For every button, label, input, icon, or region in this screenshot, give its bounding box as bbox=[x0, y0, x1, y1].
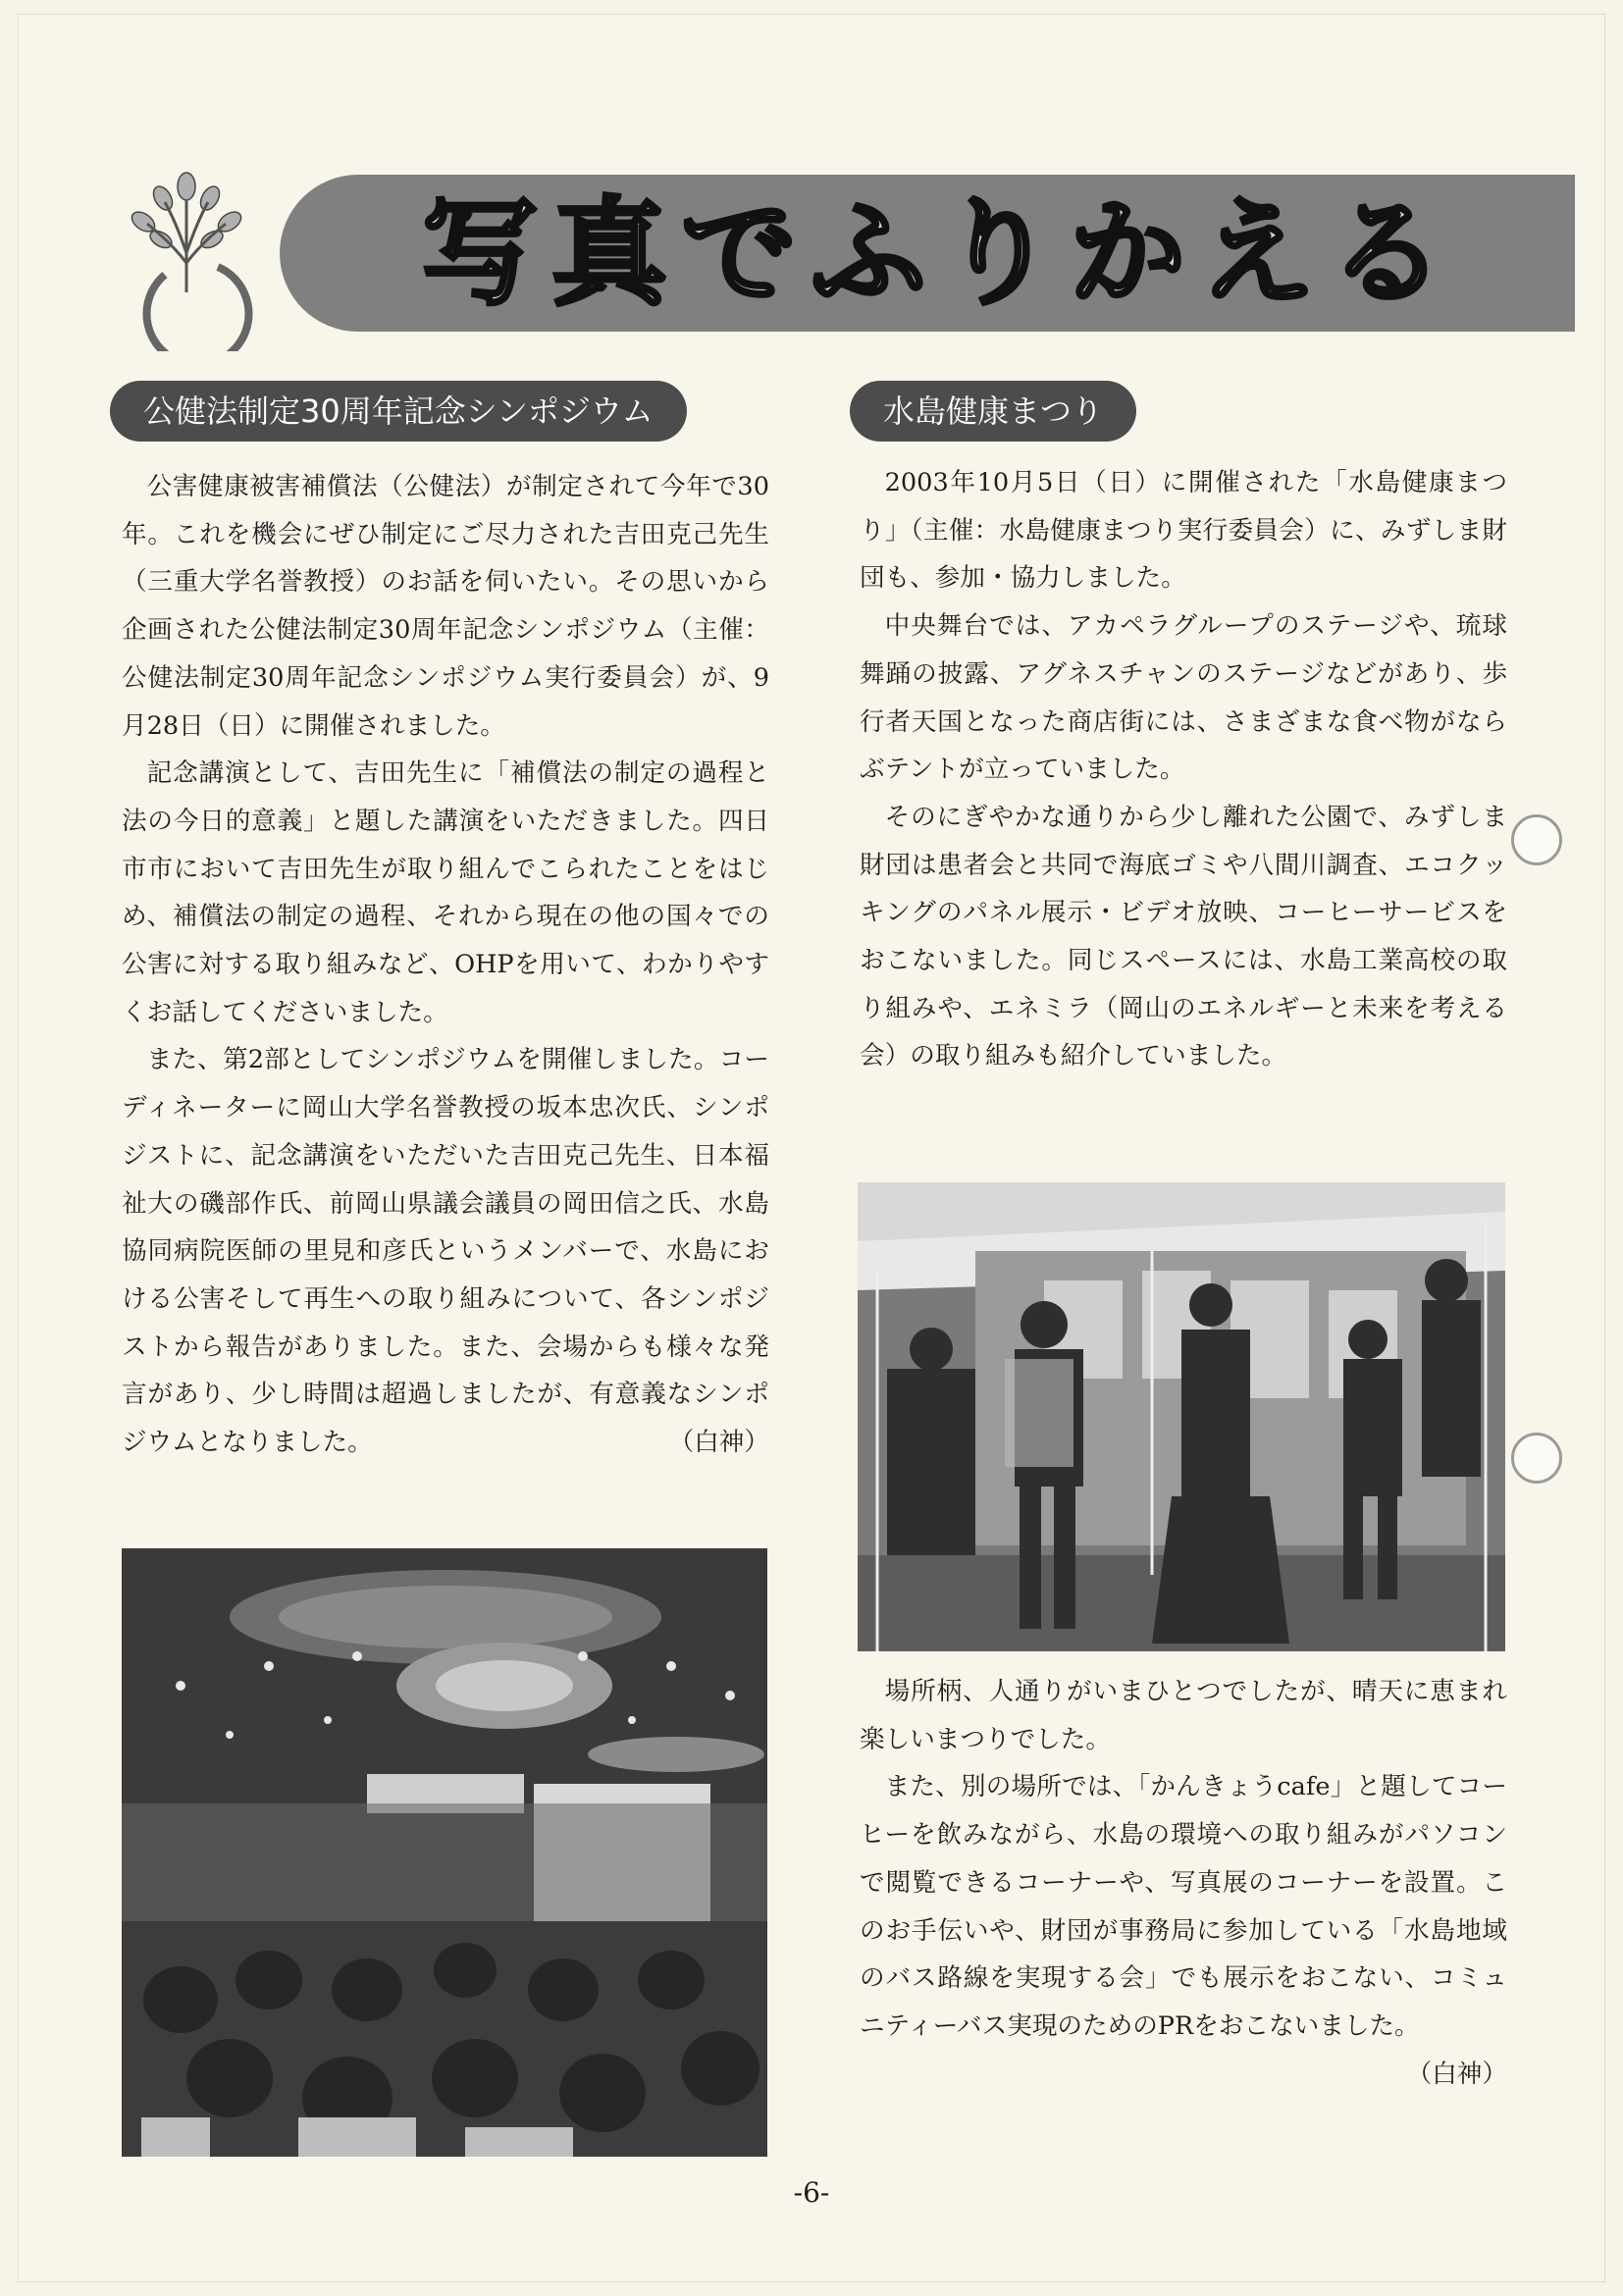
page-title: 写真でふりかえる bbox=[422, 185, 1459, 321]
right-paragraph: 場所柄、人通りがいまひとつでしたが、晴天に恵まれ楽しいまつりでした。 bbox=[860, 1677, 1507, 1754]
right-paragraph: 中央舞台では、アカペラグループのステージや、琉球舞踊の披露、アグネスチャンのステージなどがあり、歩行者天国となった商店街には、さまざまな食べ物がならぶテントが立っていました。 bbox=[860, 611, 1507, 785]
page-number: -6- bbox=[793, 2176, 830, 2209]
left-article bbox=[122, 463, 769, 1467]
right-article-bottom bbox=[860, 1668, 1507, 2098]
right-paragraph: 2003年10月5日（日）に開催された「水島健康まつり」（主催：水島健康まつり実行委員会）に、みずしま財団も、参加・協力しました。 bbox=[860, 468, 1507, 594]
right-article-top bbox=[860, 459, 1507, 1080]
right-signature: （白神） bbox=[1406, 2059, 1507, 2089]
left-section-heading: 公健法制定30周年記念シンポジウム bbox=[110, 381, 687, 442]
left-paragraph: 記念講演として、吉田先生に「補償法の制定の過程と法の今日的意義」と題した講演をいただきました。四日市市において吉田先生が取り組んでこられたことをはじめ、補償法の制定の過程、それから現在の他の国々での公害に対する取り組みなど、OHPを用いて、わかりやすくお話してくださいました。 bbox=[122, 758, 769, 1027]
left-signature: （白神） bbox=[668, 1428, 769, 1458]
punch-hole bbox=[1511, 814, 1562, 865]
right-paragraph: また、別の場所では、「かんきょうcafe」と題してコーヒーを飲みながら、水島の環境への取り組みがパソコンで閲覧できるコーナーや、写真展のコーナーを設置。このお手伝いや、財団が事務局に参加している「水島地域のバス路線を実現する会」でも展示をおこない、コミュニティーバス実現のためのPRをおこないました。 bbox=[860, 1772, 1507, 2041]
right-section-heading: 水島健康まつり bbox=[850, 381, 1136, 442]
sprout-ring-icon bbox=[118, 165, 255, 351]
punch-hole bbox=[1511, 1433, 1562, 1484]
symposium-hall-photo-icon bbox=[122, 1548, 767, 2157]
right-paragraph: そのにぎやかな通りから少し離れた公園で、みずしま財団は患者会と共同で海底ゴミや八間川調査、エコクッキングのパネル展示・ビデオ放映、コーヒーサービスをおこないました。同じスペースには、水島工業高校の取り組みや、エネミラ（岡山のエネルギーと未来を考える会）の取り組みも紹介していました。 bbox=[860, 802, 1507, 1071]
festival-tent-photo-icon bbox=[858, 1182, 1505, 1651]
left-paragraph-text: また、第2部としてシンポジウムを開催しました。コーディネーターに岡山大学名誉教授の坂本忠次氏、シンポジストに、記念講演をいただいた吉田克己先生、日本福祉大の磯部作氏、前岡山県議会議員の岡田信之氏、水島協同病院医師の里見和彦氏というメンバーで、水島における公害そして再生への取り組みについて、各シンポジストから報告がありました。また、会場からも様々な発言があり、少し時間は超過しましたが、有意義なシンポジウムとなりました。 bbox=[122, 1045, 769, 1458]
left-paragraph: 公害健康被害補償法（公健法）が制定されて今年で30年。これを機会にぜひ制定にご尽力された吉田克己先生（三重大学名誉教授）のお話を伺いたい。その思いから企画された公健法制定30周年記念シンポジウム（主催：公健法制定30周年記念シンポジウム実行委員会）が、9月28日（日）に開催されました。 bbox=[122, 472, 769, 741]
left-paragraph bbox=[122, 1036, 769, 1466]
